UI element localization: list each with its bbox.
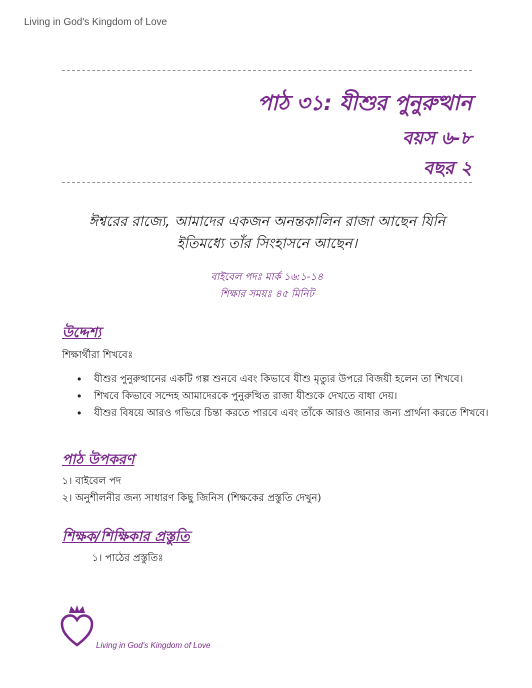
lesson-title: পাঠ ৩১: যীশুর পুনুরুত্থান (257, 91, 472, 115)
list-item: ১। বাইবেল পদ (62, 476, 122, 487)
footer-text: Living in God's Kingdom of Love (96, 641, 211, 650)
materials-heading: পাঠ উপকরণ (62, 452, 135, 468)
crown-heart-logo-icon (60, 603, 94, 649)
teacher-prep-item: ১। পাঠের প্রস্তুতিঃ (92, 553, 164, 564)
objectives-list (62, 372, 504, 423)
objectives-heading: উদ্দেশ্য (62, 325, 102, 341)
memory-verse-line-1: ঈশ্বরের রাজ্যে, আমাদের একজন অনন্তকালিন রাজা আছেন যিনি (88, 214, 446, 230)
memory-verse (62, 211, 472, 255)
year-label: বছর ২ (423, 158, 472, 179)
teacher-prep-heading: শিক্ষক/শিক্ষিকার প্রস্তুতি (62, 529, 190, 545)
memory-verse-line-2: ইতিমধ্যে তাঁর সিংহাসনে আছেন। (176, 236, 358, 252)
objectives-intro: শিক্ষার্থীরা শিখবেঃ (62, 350, 133, 361)
list-item: • যীশুর পুনুরুত্থানের একটি গল্প শুনবে এবং কিভাবে যীশু মৃত্যুর উপরে বিজয়ী হলেন তা শিখবে। (94, 372, 504, 388)
list-item: ২। অনুশীলনীর জন্য সাধারণ কিছু জিনিস (শিক্ষকের প্রস্তুতি দেখুন) (62, 493, 322, 504)
title-divider (62, 182, 472, 183)
bible-reference: বাইবেল পদঃ মার্ক ১৬:১-১৪ (210, 272, 324, 283)
page-header: Living in God's Kingdom of Love (24, 17, 168, 28)
list-item: • যীশুর বিষয়ে আরও গভিরে চিন্তা করতে পারবে এবং তাঁকে আরও জানার জন্য প্রার্থনা করতে শিখবে। (94, 406, 504, 422)
list-item: • শিখবে কিভাবে সন্দেহ আমাদেরকে পুনুরুত্থিত রাজা যীশুকে দেখতে বাধা দেয়। (94, 389, 504, 405)
lesson-duration: শিক্ষার সময়ঃ ৪৫ মিনিট (220, 289, 314, 300)
top-divider (62, 70, 472, 71)
age-range: বয়স ৬-৮ (402, 128, 472, 149)
